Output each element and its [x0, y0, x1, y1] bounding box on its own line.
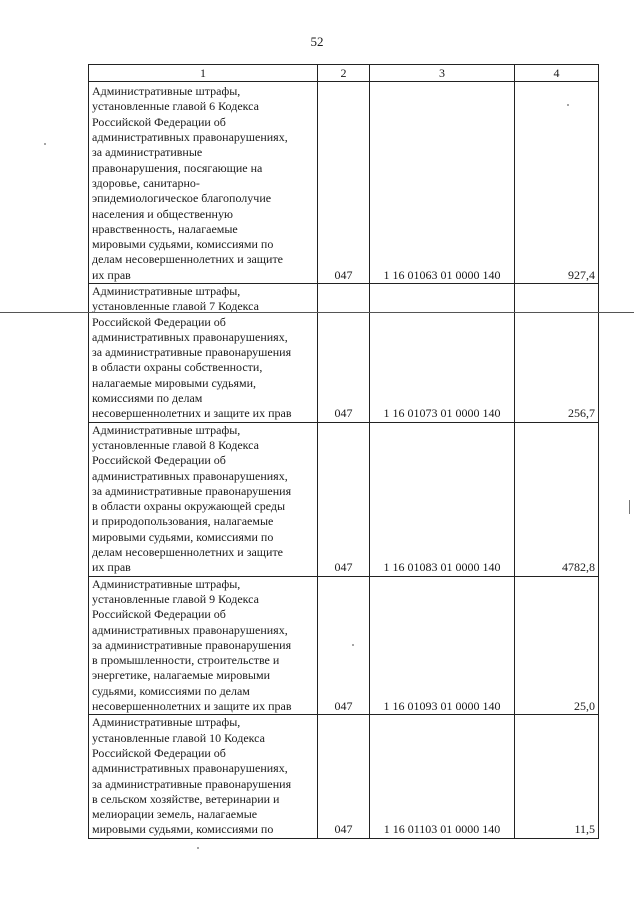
- header-col-2: 2: [318, 65, 370, 82]
- row-name-cell: Административные штрафы, установленные главой 10 Кодекса Российской Федерации об административных правонарушениях, за административные правонарушения в сельском хозяйстве, ветеринарии и мелиорации земель, налагаемые мировыми судьями, комиссиями по: [89, 715, 318, 838]
- header-col-3: 3: [370, 65, 515, 82]
- row-name-cell: Административные штрафы, установленные главой 6 Кодекса Российской Федерации об административных правонарушениях, за административные правонарушения, посягающие на здоровье, санитарно- эпидемиологическое благополучие населения и общественную нравственность, налагаемые мировыми судьями, комиссиями по делам несовершеннолетних и защите их прав: [89, 82, 318, 284]
- row-name-cell: Административные штрафы, установленные главой 8 Кодекса Российской Федерации об административных правонарушениях, за административные правонарушения в области охраны окружающей среды и природопользования, налагаемые мировыми судьями, комиссиями по делам несовершеннолетних и защите их прав: [89, 422, 318, 576]
- scan-speck: [197, 847, 199, 849]
- row-admin-code-cell: 047: [318, 715, 370, 838]
- row-amount-cell: 256,7: [515, 284, 599, 423]
- page-number: 52: [310, 34, 324, 49]
- row-classification-code-cell: 1 16 01063 01 0000 140: [370, 82, 515, 284]
- table-row: [89, 715, 599, 838]
- table-header-row: [89, 65, 599, 82]
- scan-speck: [352, 644, 354, 646]
- row-admin-code-cell: 047: [318, 284, 370, 423]
- row-classification-code-cell: 1 16 01093 01 0000 140: [370, 576, 515, 715]
- row-classification-code-cell: 1 16 01073 01 0000 140: [370, 284, 515, 423]
- row-name-cell: Административные штрафы, установленные главой 9 Кодекса Российской Федерации об административных правонарушениях, за административные правонарушения в промышленности, строительстве и энергетике, налагаемые мировыми судьями, комиссиями по делам несовершеннолетних и защите их прав: [89, 576, 318, 715]
- row-classification-code-cell: 1 16 01083 01 0000 140: [370, 422, 515, 576]
- row-admin-code-cell: 047: [318, 422, 370, 576]
- row-admin-code-cell: 047: [318, 576, 370, 715]
- row-amount-cell: 11,5: [515, 715, 599, 838]
- table-row: [89, 576, 599, 715]
- header-col-1: 1: [89, 65, 318, 82]
- revenue-table: [88, 64, 599, 839]
- table-row: [89, 422, 599, 576]
- row-admin-code-cell: 047: [318, 82, 370, 284]
- row-amount-cell: 4782,8: [515, 422, 599, 576]
- scan-artifact-line: [0, 312, 634, 313]
- scan-speck: [567, 104, 569, 106]
- row-classification-code-cell: 1 16 01103 01 0000 140: [370, 715, 515, 838]
- table-row: [89, 284, 599, 423]
- header-col-4: 4: [515, 65, 599, 82]
- row-amount-cell: 927,4: [515, 82, 599, 284]
- row-amount-cell: 25,0: [515, 576, 599, 715]
- table-row: [89, 82, 599, 284]
- row-name-cell: Административные штрафы, установленные главой 7 Кодекса Российской Федерации об административных правонарушениях, за административные правонарушения в области охраны собственности, налагаемые мировыми судьями, комиссиями по делам несовершеннолетних и защите их прав: [89, 284, 318, 423]
- scan-edge-mark: [629, 500, 630, 514]
- scan-speck: [44, 143, 46, 145]
